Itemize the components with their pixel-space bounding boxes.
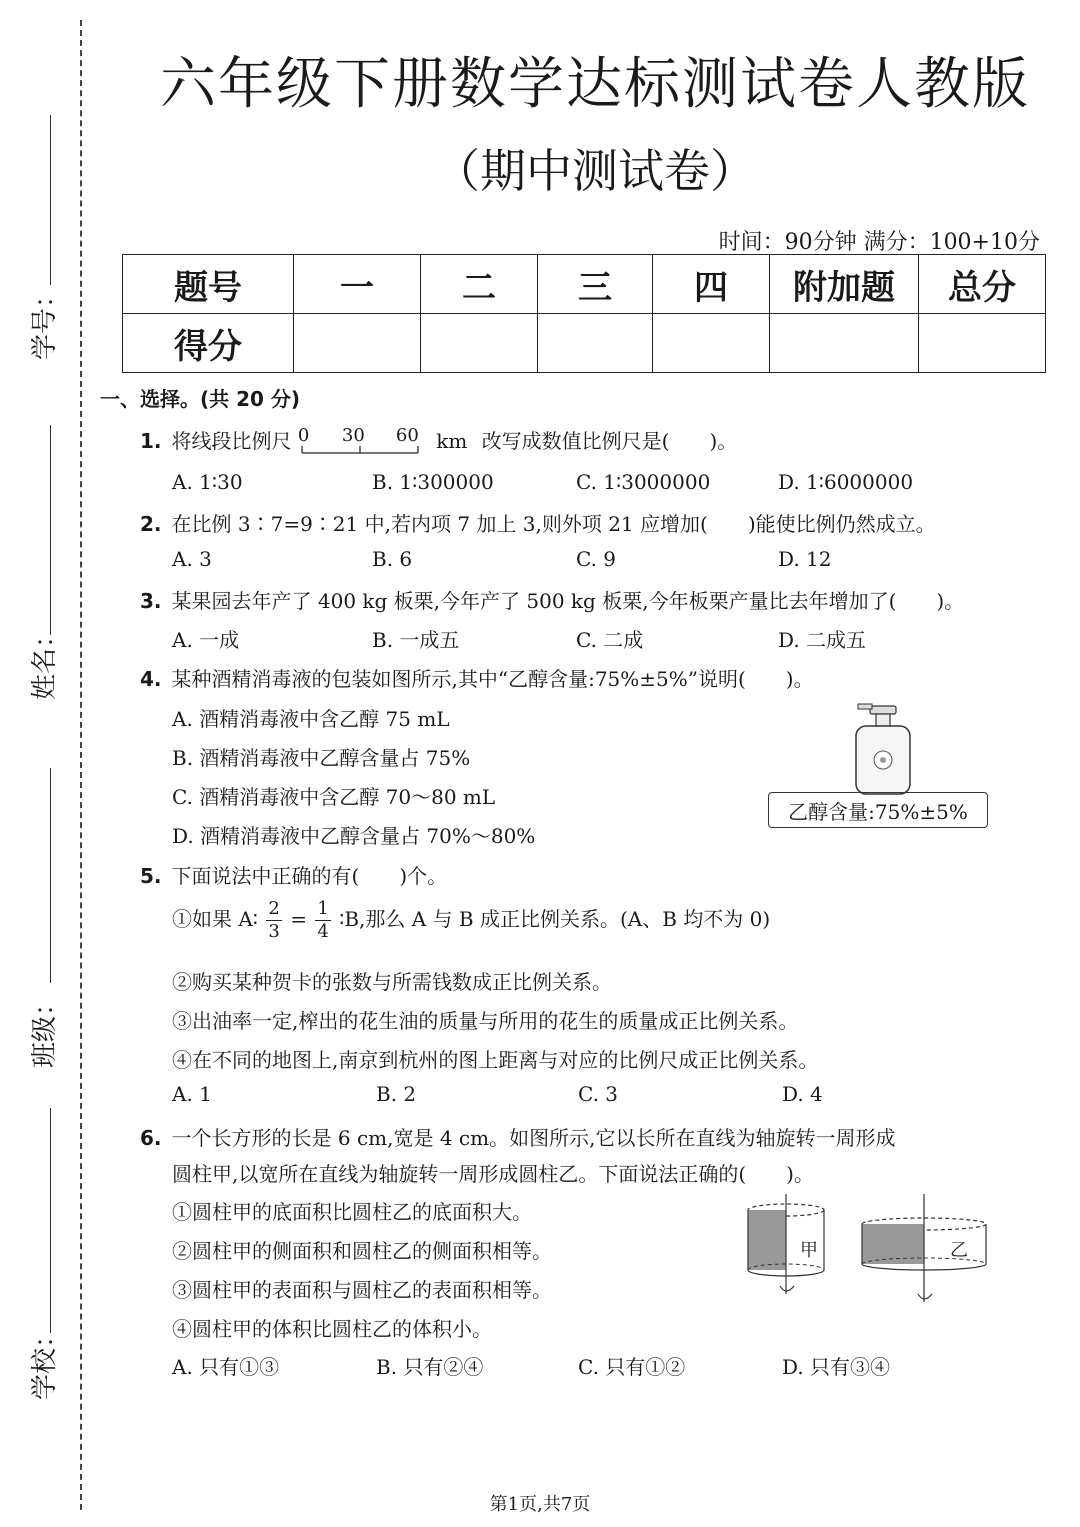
question-text: 在比例 3∶7=9∶21 中,若内项 7 加上 3,则外项 21 应增加( )能使比例仍然成立。	[171, 512, 936, 536]
side-label-school: 学校：	[30, 1321, 60, 1400]
side-label-student-id: 学号：	[30, 281, 60, 360]
cylinder-jia-label: 甲	[800, 1240, 818, 1261]
question-text-continued: 圆柱甲,以宽所在直线为轴旋转一周形成圆柱乙。下面说法正确的( )。	[172, 1162, 814, 1186]
score-table-score-row	[123, 314, 1046, 373]
question-number: 5.	[140, 864, 162, 888]
side-label-class: 班级：	[30, 989, 60, 1068]
section-heading: 一、选择。(共 20 分)	[100, 387, 301, 411]
side-field-class	[0, 768, 70, 1068]
scale-tick-60: 60	[395, 424, 419, 446]
score-input-cell[interactable]	[770, 314, 919, 373]
equals-sign: =	[290, 907, 307, 931]
score-row-label: 得分	[123, 314, 294, 373]
sanitizer-bottle-figure	[840, 700, 930, 800]
statement-text: ∶B,那么 A 与 B 成正比例关系。(A、B 均不为 0)	[339, 907, 771, 931]
scale-unit: km	[436, 429, 468, 453]
question-number: 4.	[140, 667, 162, 691]
page-subtitle: （期中测试卷）	[434, 144, 756, 198]
option-d[interactable]: D. 4	[782, 1082, 823, 1106]
option-b[interactable]: B. 6	[372, 547, 413, 571]
option-b[interactable]: B. 酒精消毒液中乙醇含量占 75%	[172, 746, 471, 770]
question-3	[140, 585, 964, 614]
denominator: 4	[317, 921, 329, 942]
score-input-cell[interactable]	[538, 314, 653, 373]
option-b[interactable]: B. 一成五	[372, 628, 460, 652]
score-input-cell[interactable]	[294, 314, 421, 373]
statement-4: ④圆柱甲的体积比圆柱乙的体积小。	[172, 1317, 492, 1341]
page-title: 六年级下册数学达标测试卷人教版	[160, 52, 1030, 117]
option-b[interactable]: B. 1∶300000	[372, 470, 494, 494]
side-field-student-id	[0, 115, 70, 375]
statement-1: ①圆柱甲的底面积比圆柱乙的底面积大。	[172, 1200, 532, 1224]
statement-text: ①如果 A∶	[172, 907, 259, 931]
statement-2: ②圆柱甲的侧面积和圆柱乙的侧面积相等。	[172, 1239, 552, 1263]
side-field-school	[0, 1108, 70, 1408]
score-input-cell[interactable]	[421, 314, 538, 373]
option-c[interactable]: C. 3	[578, 1082, 619, 1106]
page-footer: 第1页,共7页	[489, 1494, 591, 1515]
score-input-cell[interactable]	[919, 314, 1046, 373]
question-text: 改写成数值比例尺是( )。	[481, 429, 738, 453]
option-d[interactable]: D. 酒精消毒液中乙醇含量占 70%～80%	[172, 824, 536, 848]
question-number: 1.	[140, 429, 162, 453]
statement-3: ③出油率一定,榨出的花生油的质量与所用的花生的质量成正比例关系。	[172, 1009, 799, 1033]
scale-tick-0: 0	[297, 424, 310, 446]
side-field-name	[0, 425, 70, 705]
option-c[interactable]: C. 只有①②	[578, 1355, 686, 1379]
option-a[interactable]: A. 酒精消毒液中含乙醇 75 mL	[172, 707, 450, 731]
option-a[interactable]: A. 1	[172, 1082, 212, 1106]
score-cell-header: 总分	[919, 255, 1046, 314]
question-text: 下面说法中正确的有( )个。	[171, 864, 448, 888]
score-cell-header: 附加题	[770, 255, 919, 314]
score-cell-header: 二	[421, 255, 538, 314]
option-c[interactable]: C. 二成	[576, 628, 644, 652]
numerator: 1	[317, 898, 329, 919]
statement-2: ②购买某种贺卡的张数与所需钱数成正比例关系。	[172, 970, 612, 994]
side-label-name: 姓名：	[30, 621, 60, 700]
scale-tick-30: 30	[341, 424, 365, 446]
score-table-header-row	[123, 255, 1046, 314]
question-2	[140, 508, 936, 537]
option-b[interactable]: B. 2	[376, 1082, 417, 1106]
exam-meta: 时间：90分钟 满分：100+10分	[718, 230, 1040, 255]
option-d[interactable]: D. 1∶6000000	[778, 470, 914, 494]
fraction	[315, 898, 330, 943]
numerator: 2	[268, 898, 280, 919]
question-number: 2.	[140, 512, 162, 536]
question-1	[140, 425, 737, 455]
score-input-cell[interactable]	[653, 314, 770, 373]
statement-1	[172, 898, 770, 943]
option-c[interactable]: C. 1∶3000000	[576, 470, 711, 494]
option-a[interactable]: A. 一成	[172, 628, 240, 652]
option-c[interactable]: C. 酒精消毒液中含乙醇 70～80 mL	[172, 785, 496, 809]
question-number: 6.	[140, 1126, 162, 1150]
score-cell-header: 一	[294, 255, 421, 314]
question-text: 一个长方形的长是 6 cm,宽是 4 cm。如图所示,它以长所在直线为轴旋转一周形成	[171, 1126, 896, 1150]
score-cell-header: 四	[653, 255, 770, 314]
question-text: 某果园去年产了 400 kg 板栗,今年产了 500 kg 板栗,今年板栗产量比去年增加了( )。	[171, 589, 965, 613]
cylinder-yi-label: 乙	[950, 1240, 968, 1261]
question-text: 将线段比例尺	[171, 429, 292, 453]
option-a[interactable]: A. 1∶30	[172, 470, 243, 494]
fraction	[266, 898, 281, 943]
option-b[interactable]: B. 只有②④	[376, 1355, 484, 1379]
statement-4: ④在不同的地图上,南京到杭州的图上距离与对应的比例尺成正比例关系。	[172, 1048, 819, 1072]
sanitizer-label: 乙醇含量:75%±5%	[768, 792, 988, 828]
score-cell-header: 三	[538, 255, 653, 314]
binding-dashed-line	[80, 20, 82, 1510]
option-d[interactable]: D. 二成五	[778, 628, 867, 652]
score-table	[122, 254, 1046, 373]
option-a[interactable]: A. 只有①③	[172, 1355, 280, 1379]
option-d[interactable]: D. 只有③④	[782, 1355, 891, 1379]
denominator: 3	[268, 921, 280, 942]
question-number: 3.	[140, 589, 162, 613]
line-scale-figure	[297, 424, 424, 455]
option-d[interactable]: D. 12	[778, 547, 832, 571]
option-c[interactable]: C. 9	[576, 547, 617, 571]
statement-3: ③圆柱甲的表面积与圆柱乙的表面积相等。	[172, 1278, 552, 1302]
score-cell-header: 题号	[123, 255, 294, 314]
question-5	[140, 860, 447, 889]
question-4	[140, 663, 814, 692]
question-6	[140, 1122, 895, 1151]
question-text: 某种酒精消毒液的包装如图所示,其中“乙醇含量:75%±5%”说明( )。	[171, 667, 814, 691]
option-a[interactable]: A. 3	[172, 547, 212, 571]
